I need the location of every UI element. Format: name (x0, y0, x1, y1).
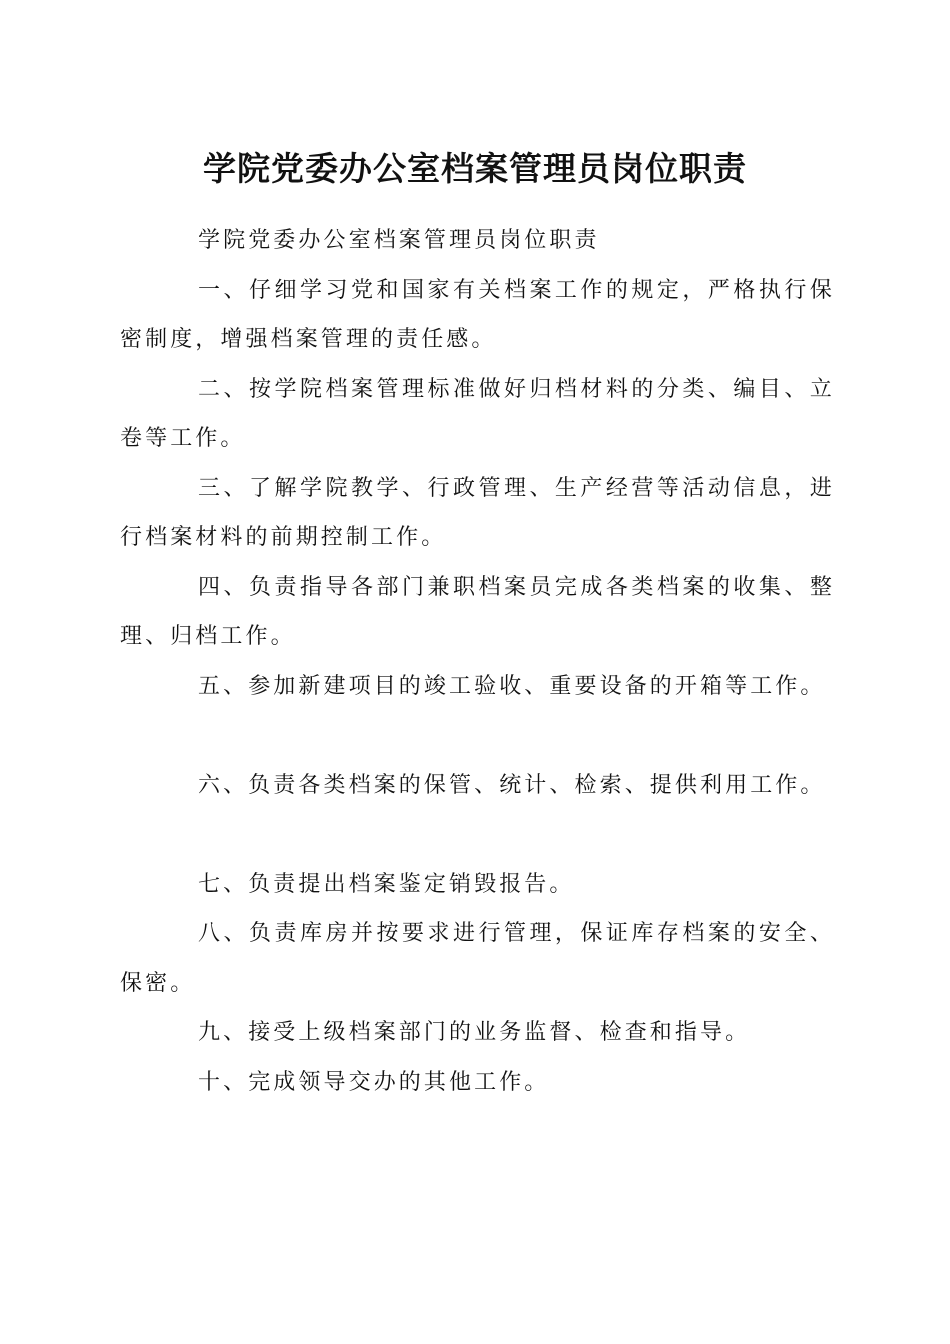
paragraph-item-10: 十、完成领导交办的其他工作。 (198, 1069, 550, 1095)
paragraph-item-5: 五、参加新建项目的竣工验收、重要设备的开箱等工作。 (198, 673, 826, 699)
page-title: 学院党委办公室档案管理员岗位职责 (203, 149, 747, 188)
document-body (120, 216, 835, 1107)
paragraph-item-8: 八、负责库房并按要求进行管理，保证库存档案的安全、保密。 (120, 921, 835, 996)
paragraph-heading: 学院党委办公室档案管理员岗位职责 (198, 228, 600, 253)
paragraph-item-7: 七、负责提出档案鉴定销毁报告。 (198, 871, 575, 897)
paragraph-item-9: 九、接受上级档案部门的业务监督、检查和指导。 (198, 1020, 751, 1045)
paragraph-item-3: 三、了解学院教学、行政管理、生产经营等活动信息，进行档案材料的前期控制工作。 (120, 475, 835, 550)
paragraph-item-6: 六、负责各类档案的保管、统计、检索、提供利用工作。 (198, 772, 826, 798)
paragraph-item-2: 二、按学院档案管理标准做好归档材料的分类、编目、立卷等工作。 (120, 376, 835, 451)
paragraph-item-1: 一、仔细学习党和国家有关档案工作的规定，严格执行保密制度，增强档案管理的责任感。 (120, 277, 835, 352)
paragraph-item-4: 四、负责指导各部门兼职档案员完成各类档案的收集、整理、归档工作。 (120, 574, 835, 649)
